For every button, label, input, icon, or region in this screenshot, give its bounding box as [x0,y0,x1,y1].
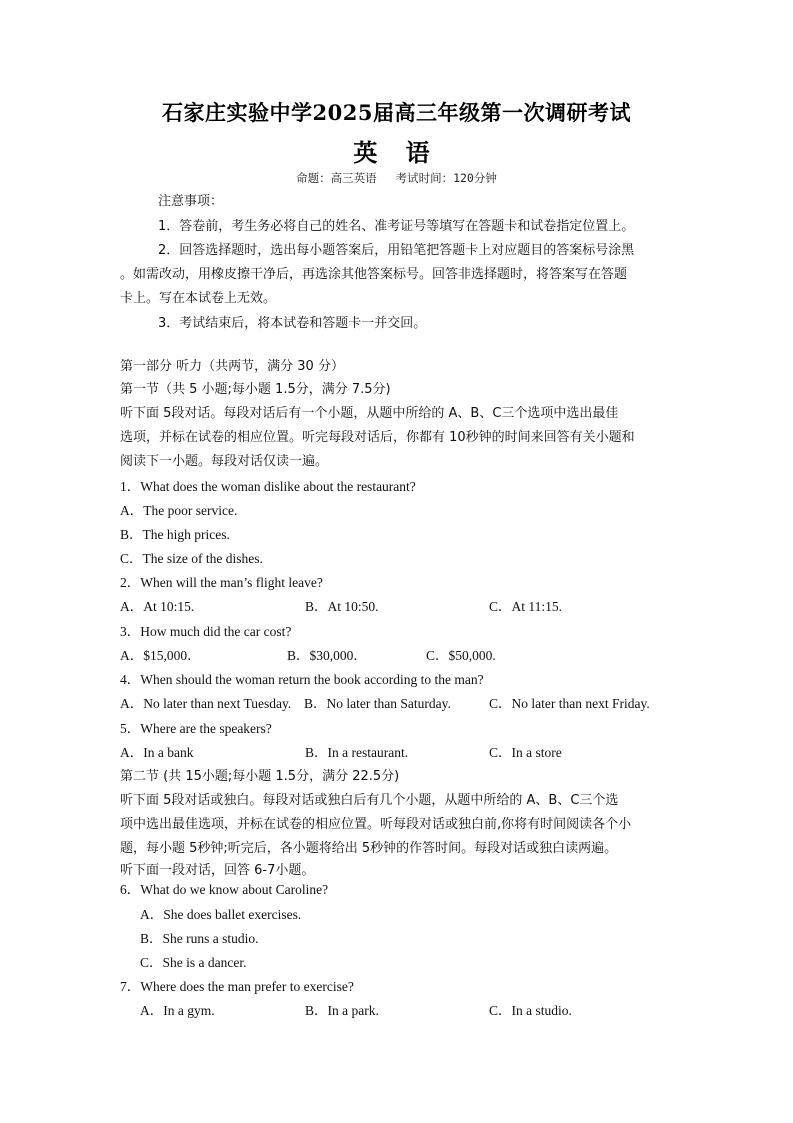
q3-stem: 3．How much did the car cost? [120,624,292,639]
q3-option-a: A．$15,000． [120,648,201,663]
q7-option-b: B．In a park. [305,1003,379,1018]
q1-option-b: B．The high prices. [120,527,230,542]
q2-option-b: B．At 10:50. [305,599,379,614]
q3-option-c: C．$50,000. [426,648,496,663]
q6-option-b: B．She runs a studio. [140,931,259,946]
q4-option-c: C．No later than next Friday. [489,696,650,711]
q2-option-a: A．At 10:15. [120,599,195,614]
q5-option-c: C．In a store [489,745,562,760]
q5-option-b: B．In a restaurant. [305,745,409,760]
q3-option-b: B．$30,000． [287,648,367,663]
q1-option-c: C．The size of the dishes. [120,551,263,566]
section2-instr-4: 听下面一段对话，回答 6-7小题。 [120,863,315,878]
notice-item-2-line-3: 卡上。写在本试卷上无效。 [120,291,277,306]
notice-heading: 注意事项： [158,194,224,209]
q6-option-a: A．She does ballet exercises. [140,907,302,922]
notice-item-2-line-1: 2．回答选择题时，选出每小题答案后，用铅笔把答题卡上对应题目的答案标号涂黑 [158,243,635,258]
q6-option-c: C．She is a dancer. [140,955,247,970]
notice-item-2-line-2: 。如需改动，用橡皮擦干净后，再选涂其他答案标号。回答非选择题时，将答案写在答题 [120,267,628,282]
section2-heading: 第二节 (共 15小题;每小题 1.5分，满分 22.5分) [120,769,400,784]
notice-item-3: 3．考试结束后，将本试卷和答题卡一并交回。 [158,316,427,331]
q5-stem: 5．Where are the speakers? [120,721,272,736]
section2-instr-3: 题，每小题 5秒钟;听完后，各小题将给出 5秒钟的作答时间。每段对话或独白读两遍。 [120,841,618,856]
exam-meta [0,170,793,186]
section2-instr-2: 项中选出最佳选项，并标在试卷的相应位置。听每段对话或独白前,你将有时间阅读各个小 [120,817,632,832]
section1-instr-3: 阅读下一小题。每段对话仅读一遍。 [120,454,329,469]
time-text: 考试时间：120分钟 [395,171,497,185]
subject-title: 英 语 [353,138,440,167]
section1-instr-1: 听下面 5段对话。每段对话后有一个小题，从题中所给的 A、B、C三个选项中选出最佳 [120,406,619,421]
section2-instr-1: 听下面 5段对话或独白。每段对话或独白后有几个小题，从题中所给的 A、B、C三个选 [120,793,619,808]
q2-stem: 2．When will the man’s flight leave? [120,575,323,590]
exam-title: 石家庄实验中学2025届高三年级第一次调研考试 [162,100,631,125]
q2-option-c: C．At 11:15. [489,599,563,614]
setter-text: 命题：高三英语 [296,171,377,185]
q1-stem: 1．What does the woman dislike about the restaurant? [120,479,416,494]
q7-stem: 7．Where does the man prefer to exercise? [120,979,354,994]
notice-item-1: 1．答卷前，考生务必将自己的姓名、准考证号等填写在答题卡和试卷指定位置上。 [158,219,635,234]
q4-option-b: B．No later than Saturday. [304,696,451,711]
q4-option-a: A．No later than next Tuesday. [120,696,292,711]
q5-option-a: A．In a bank [120,745,194,760]
section1-heading: 第一节（共 5 小题;每小题 1.5分，满分 7.5分) [120,382,391,397]
q1-option-a: A．The poor service. [120,503,238,518]
q7-option-c: C．In a studio. [489,1003,572,1018]
q4-stem: 4．When should the woman return the book according to the man? [120,672,484,687]
q6-stem: 6．What do we know about Caroline? [120,882,329,897]
part1-heading: 第一部分 听力（共两节，满分 30 分） [120,359,344,374]
section1-instr-2: 选项，并标在试卷的相应位置。听完每段对话后，你都有 10秒钟的时间来回答有关小题和 [120,430,635,445]
q7-option-a: A．In a gym. [140,1003,215,1018]
